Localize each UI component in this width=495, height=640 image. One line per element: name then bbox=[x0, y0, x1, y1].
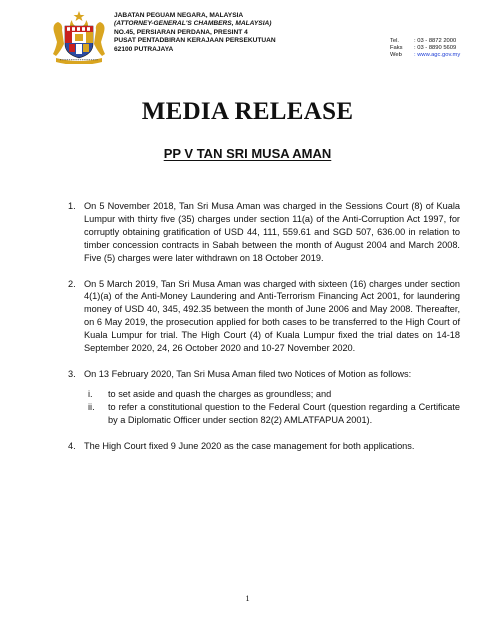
tel-label: Tel. bbox=[390, 38, 400, 44]
page-number: 1 bbox=[245, 593, 250, 603]
item-text: On 5 March 2019, Tan Sri Musa Aman was charged with sixteen (16) charges under section 4(1)(a) of the Anti-Money Laundering and Anti-Terrorism Financing Act 2001, for laundering money of USD 40, 345, 492.35 between the month of June 2006 and May 2008. Thereafter, on 6 May 2019, the prosecution applied for both cases to be transferred to the High Court of Kuala Lumpur for trial. The High Court (4) of Kuala Lumpur fixed the trial dates on 14-18 September 2020, 24, 26 October 2020 and 10-27 November 2020. bbox=[84, 278, 460, 354]
list-item bbox=[68, 440, 460, 453]
contact-block bbox=[390, 38, 460, 60]
document-title: MEDIA RELEASE bbox=[141, 98, 354, 125]
item-number: 1. bbox=[68, 201, 76, 211]
item-text: On 13 February 2020, Tan Sri Musa Aman filed two Notices of Motion as follows: bbox=[84, 368, 412, 379]
item-number: 4. bbox=[68, 440, 76, 451]
list-item bbox=[68, 368, 460, 427]
tel-value: : 03 - 8872 2000 bbox=[414, 38, 457, 44]
contact-fax bbox=[390, 45, 460, 52]
letterhead bbox=[50, 10, 490, 66]
list-item bbox=[68, 278, 460, 355]
coat-of-arms-icon bbox=[50, 10, 108, 64]
sub-item-text: to set aside and quash the charges as groundless; and bbox=[108, 388, 332, 399]
contact-web bbox=[390, 52, 460, 59]
item-number: 2. bbox=[68, 278, 76, 289]
sub-list-item bbox=[84, 388, 460, 401]
fax-label: Faks bbox=[390, 45, 403, 52]
web-link[interactable]: : www.agc.gov.my bbox=[414, 52, 461, 59]
sub-item-numeral: i. bbox=[88, 388, 93, 399]
agency-name: JABATAN PEGUAM NEGARA, MALAYSIA bbox=[114, 12, 244, 19]
sub-list-item bbox=[84, 401, 460, 427]
agency-name-english: (ATTORNEY-GENERAL'S CHAMBERS, MALAYSIA) bbox=[114, 20, 272, 28]
fax-value: : 03 - 8890 5609 bbox=[414, 45, 457, 52]
sub-list bbox=[84, 388, 460, 427]
address-line: 62100 PUTRAJAYA bbox=[114, 45, 174, 53]
item-text: The High Court fixed 9 June 2020 as the case management for both applications. bbox=[84, 440, 415, 451]
item-text: On 5 November 2018, Tan Sri Musa Aman was charged in the Sessions Court (8) of Kuala Lumpur with thirty five (35) charges under section 11(a) of the Anti-Corruption Act 1997, for corruptly obtaining gratification of USD 44, 111, 559.61 and SGD 507, 636.00 in relation to timber concession contracts in Sabah between the month of August 2004 and March 2008. Five (5) charges were later withdrawn on 18 October 2019. bbox=[84, 201, 460, 263]
address-line: PUSAT PENTADBIRAN KERAJAAN PERSEKUTUAN bbox=[114, 37, 276, 45]
document-subtitle bbox=[0, 146, 495, 161]
web-label: Web bbox=[390, 52, 402, 59]
release-items bbox=[68, 200, 460, 453]
list-item bbox=[68, 200, 460, 265]
sub-item-numeral: ii. bbox=[88, 401, 95, 412]
sub-item-text: to refer a constitutional question to the Federal Court (question regarding a Certificate by a Diplomatic Officer under section 82(2) AMLATFAPUA 2001). bbox=[108, 401, 460, 425]
item-number: 3. bbox=[68, 368, 76, 379]
case-name: PP V TAN SRI MUSA AMAN bbox=[163, 146, 332, 161]
contact-tel bbox=[390, 38, 460, 45]
agency-address-block bbox=[114, 12, 276, 54]
address-line: NO.45, PERSIARAN PERDANA, PRESINT 4 bbox=[114, 28, 248, 36]
